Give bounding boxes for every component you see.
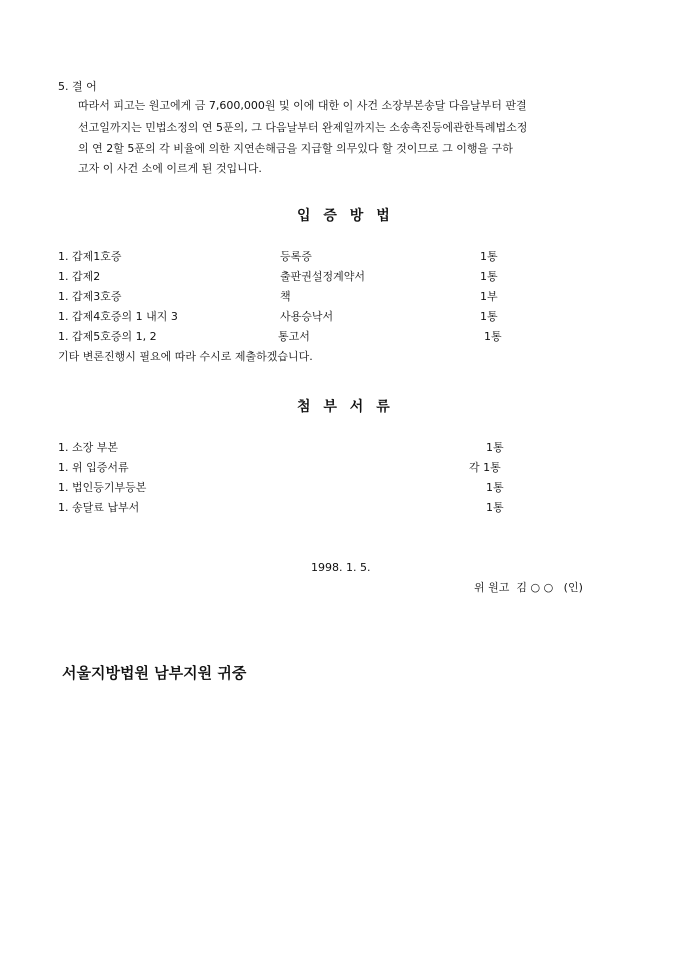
evidence-quantity: 1통 xyxy=(484,330,502,343)
evidence-document: 등록증 xyxy=(280,250,312,263)
conclusion-line-2: 선고일까지는 민법소정의 연 5푼의, 그 다음날부터 완제일까지는 소송촉진등에관한특례법소정 xyxy=(78,121,528,134)
evidence-document: 사용승낙서 xyxy=(280,310,334,323)
filing-date: 1998. 1. 5. xyxy=(311,561,371,574)
attachment-name: 1. 소장 부본 xyxy=(58,441,118,454)
evidence-document: 책 xyxy=(280,290,291,303)
evidence-document: 출판권설정계약서 xyxy=(280,270,366,283)
plaintiff-signature: 위 원고 김 ○ ○ (인) xyxy=(474,581,583,594)
evidence-title: 입 증 방 법 xyxy=(297,208,394,224)
evidence-quantity: 1통 xyxy=(480,310,498,323)
court-addressee: 서울지방법원 남부지원 귀중 xyxy=(62,664,247,682)
attachments-title: 첨 부 서 류 xyxy=(297,399,394,415)
evidence-document: 통고서 xyxy=(278,330,310,343)
attachment-quantity: 1통 xyxy=(486,501,504,514)
evidence-quantity: 1부 xyxy=(480,290,498,303)
attachment-name: 1. 위 입증서류 xyxy=(58,461,129,474)
evidence-number: 1. 갑제2 xyxy=(58,270,101,283)
attachment-name: 1. 송달료 납부서 xyxy=(58,501,140,514)
conclusion-line-4: 고자 이 사건 소에 이르게 된 것입니다. xyxy=(78,162,262,175)
conclusion-heading: 5. 결 어 xyxy=(58,80,97,93)
attachment-quantity: 각 1통 xyxy=(469,461,501,474)
conclusion-line-3: 의 연 2할 5푼의 각 비율에 의한 지연손해금을 지급할 의무있다 할 것이므로 그 이행을 구하 xyxy=(78,142,513,155)
evidence-number: 1. 갑제4호증의 1 내지 3 xyxy=(58,310,178,323)
evidence-quantity: 1통 xyxy=(480,270,498,283)
evidence-quantity: 1통 xyxy=(480,250,498,263)
conclusion-line-1: 따라서 피고는 원고에게 금 7,600,000원 및 이에 대한 이 사건 소장부본송달 다음날부터 판결 xyxy=(78,99,527,112)
evidence-number: 1. 갑제1호증 xyxy=(58,250,122,263)
attachment-name: 1. 법인등기부등본 xyxy=(58,481,147,494)
evidence-number: 1. 갑제5호증의 1, 2 xyxy=(58,330,157,343)
attachment-quantity: 1통 xyxy=(486,441,504,454)
evidence-number: 1. 갑제3호증 xyxy=(58,290,122,303)
evidence-note: 기타 변론진행시 필요에 따라 수시로 제출하겠습니다. xyxy=(58,350,313,363)
attachment-quantity: 1통 xyxy=(486,481,504,494)
